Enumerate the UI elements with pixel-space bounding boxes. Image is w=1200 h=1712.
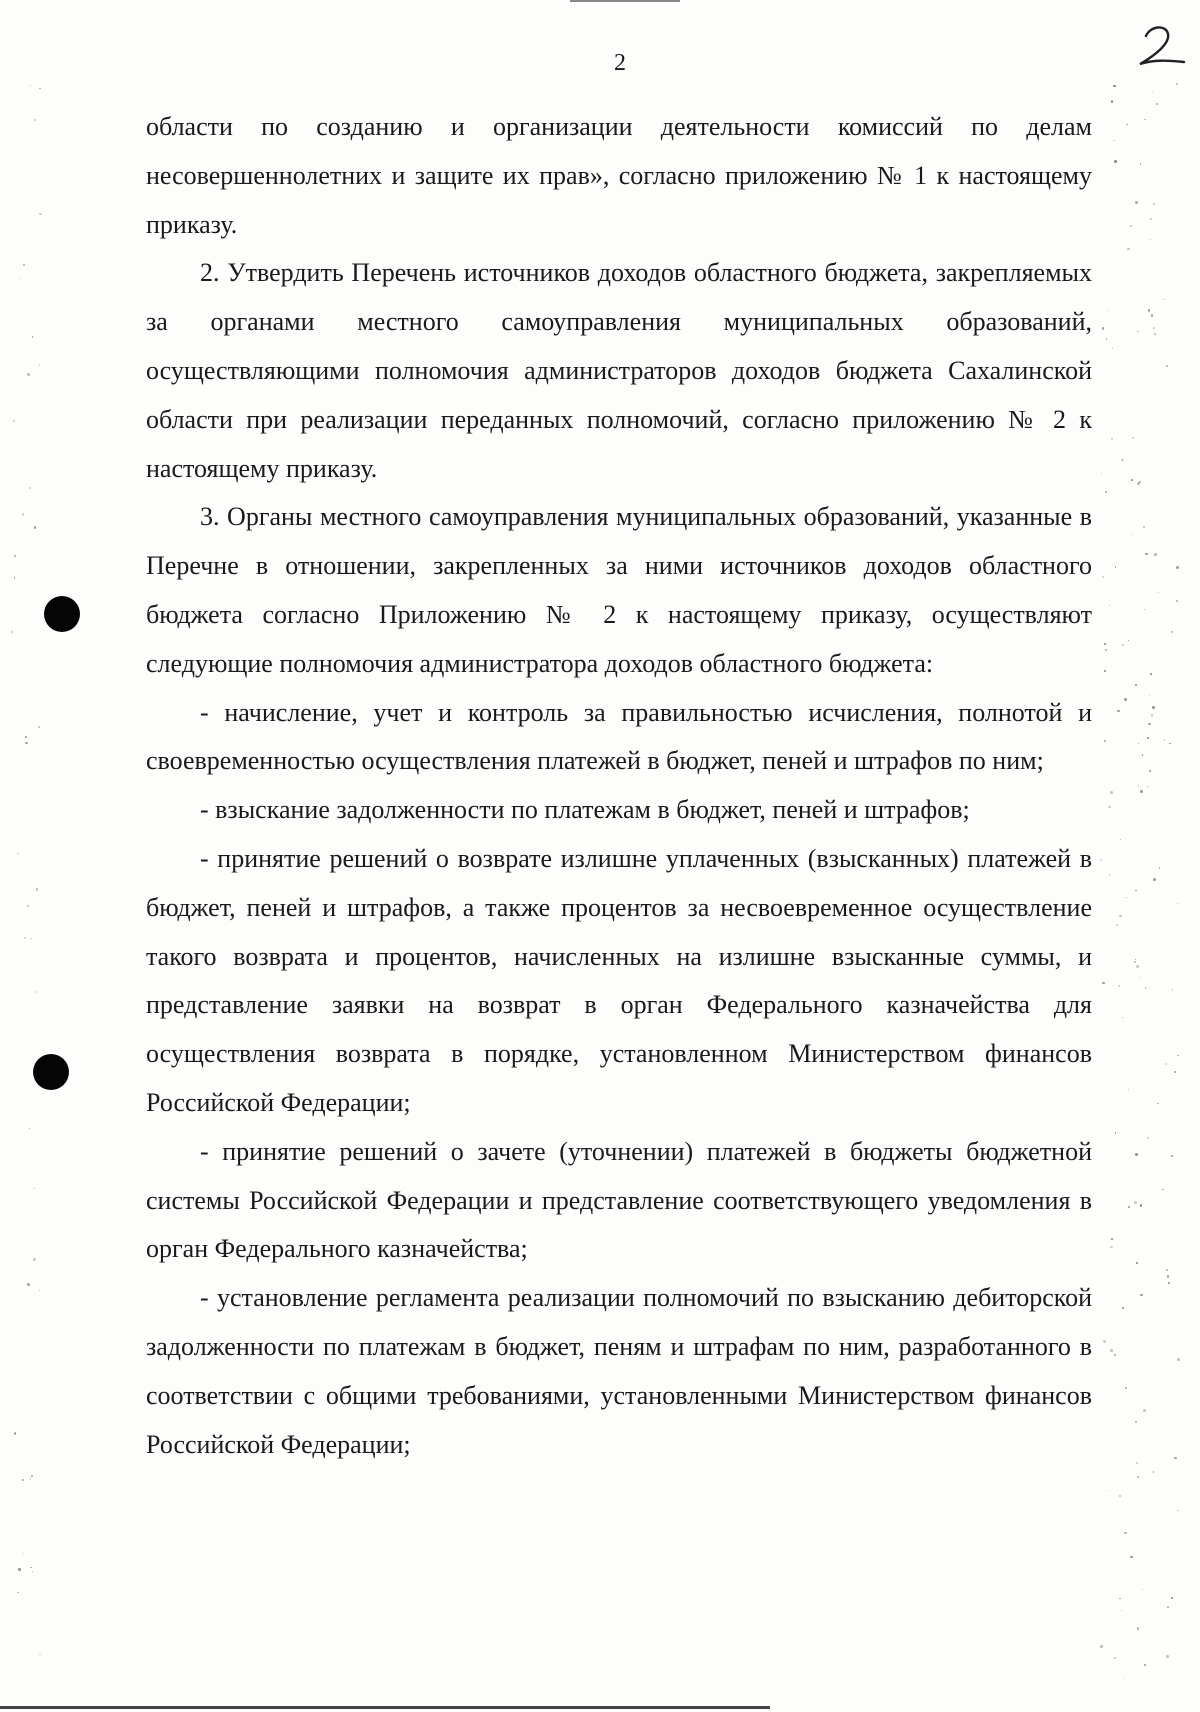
scan-speck <box>1113 140 1114 141</box>
scan-speck <box>1147 786 1148 787</box>
scan-speck <box>1114 1657 1116 1659</box>
scan-speck <box>1153 878 1156 881</box>
scan-speck <box>1102 327 1104 329</box>
scan-speck <box>1131 479 1133 481</box>
scan-speck <box>1144 1664 1146 1666</box>
scan-speck <box>23 264 25 266</box>
scan-speck <box>19 278 20 279</box>
scan-speck <box>1138 743 1139 744</box>
list-item: - принятие решений о возврате излишне уплаченных (взысканных) платежей в бюджет, пеней и штрафов, а также процентов за несвоевременное осуществление такого возврата и процентов, начисленных на излишне взысканные суммы, и представление заявки на возврат в орган Федерального казначейства для осуществления возврата в порядке, установленном Министерством финансов Российской Федерации; <box>146 843 1092 1117</box>
scan-speck <box>1124 698 1127 701</box>
scan-speck <box>1128 1206 1130 1208</box>
scan-speck <box>1101 473 1102 474</box>
scan-speck <box>1153 203 1155 205</box>
scan-speck <box>13 420 16 423</box>
scan-speck <box>17 1592 19 1594</box>
scan-speck <box>1102 982 1104 984</box>
scan-speck <box>1140 790 1143 793</box>
scan-speck <box>27 905 30 908</box>
scan-speck <box>1177 1510 1178 1511</box>
scan-speck <box>1130 225 1132 227</box>
scan-speck <box>1135 959 1136 960</box>
scan-speck <box>1159 867 1160 868</box>
scan-speck <box>1104 670 1106 672</box>
scan-speck <box>1140 163 1142 165</box>
scan-speck <box>1104 643 1106 645</box>
scan-speck <box>23 1553 24 1554</box>
scan-speck <box>1143 526 1145 528</box>
scan-speck <box>27 373 30 376</box>
scan-speck <box>1122 1017 1123 1018</box>
scan-speck <box>1111 438 1113 440</box>
paragraph-item-2: 2. Утвердить Перечень источников доходов областного бюджета, закрепляемых за органами местного самоуправления муниципальных образований, осуществляющими полномочия администраторов доходов бюджета Сахалинской области при реализации переданных полномочий, согласно приложению № 2 к настоящему приказу. <box>146 258 1092 483</box>
page-number: 2 <box>614 50 626 76</box>
scan-speck <box>1152 706 1155 709</box>
scan-speck <box>32 336 33 337</box>
scan-speck <box>1108 806 1111 809</box>
scan-speck <box>1140 1204 1143 1207</box>
scan-speck <box>1126 124 1127 125</box>
paragraph-item-3: 3. Органы местного самоуправления муниципальных образований, указанные в Перечне в отношении, закрепленных за ними источников доходов областного бюджета согласно Приложению № 2 к настоящему приказу, осуществляют следующие полномочия администратора доходов областного бюджета: <box>146 502 1092 678</box>
scan-speck <box>1172 989 1173 990</box>
scan-speck <box>1148 309 1150 311</box>
scan-speck <box>34 119 36 121</box>
scan-speck <box>1153 327 1155 329</box>
scan-speck <box>1147 1137 1149 1139</box>
scan-speck <box>1105 491 1107 493</box>
scan-speck <box>1152 92 1153 93</box>
scan-speck <box>33 1258 35 1260</box>
scan-speck <box>1111 1238 1113 1240</box>
scan-speck <box>1167 1275 1169 1277</box>
scan-speck <box>1129 481 1130 482</box>
scan-speck <box>1154 553 1157 556</box>
scan-speck <box>1122 644 1124 646</box>
scan-speck <box>1115 566 1116 567</box>
scan-speck <box>39 364 40 365</box>
list-item: - начисление, учет и контроль за правильностью исчисления, полнотой и своевременностью осуществления платежей в бюджет, пеней и штрафов по ним; <box>146 697 1092 776</box>
scan-speck <box>1124 1678 1125 1679</box>
scan-speck <box>30 1567 31 1568</box>
scan-speck <box>1171 1597 1173 1599</box>
scan-speck <box>1174 1071 1177 1074</box>
scan-speck <box>1153 1471 1154 1472</box>
scan-speck <box>1164 739 1165 740</box>
scan-speck <box>11 631 13 633</box>
scan-speck <box>1117 710 1119 712</box>
scan-speck <box>1142 1589 1143 1590</box>
scan-speck <box>1119 1495 1121 1497</box>
document-body <box>146 103 1092 1469</box>
scan-speck <box>24 937 26 939</box>
scan-speck <box>1163 299 1164 300</box>
scan-speck <box>1130 1556 1133 1559</box>
scan-speck <box>1136 1462 1138 1464</box>
scan-speck <box>1151 314 1154 317</box>
scan-speck <box>1150 239 1151 240</box>
scan-speck <box>1145 553 1148 556</box>
scan-speck <box>1135 890 1136 891</box>
scan-speck <box>32 1571 33 1572</box>
scan-speck <box>1150 218 1152 220</box>
scan-speck <box>1176 600 1178 602</box>
scan-speck <box>22 1479 24 1481</box>
scan-speck <box>1102 576 1104 578</box>
scan-speck <box>1168 1282 1170 1284</box>
list-item: - принятие решений о зачете (уточнении) платежей в бюджеты бюджетной системы Российской Федерации и представление соответствующего уведомления в орган Федерального казначейства; <box>146 1136 1092 1264</box>
scan-speck <box>18 1568 20 1570</box>
scan-speck <box>1110 1246 1113 1249</box>
scan-speck <box>1135 201 1138 204</box>
scan-speck <box>1118 985 1120 987</box>
scan-speck <box>1166 1655 1169 1658</box>
list-item: - взыскание задолженности по платежам в бюджет, пеней и штрафов; <box>200 795 970 825</box>
scan-speck <box>31 1475 33 1477</box>
scan-speck <box>1171 1155 1173 1157</box>
scan-speck <box>29 487 31 489</box>
scan-speck <box>1176 566 1179 569</box>
bottom-edge-line <box>0 1706 770 1709</box>
scan-speck <box>1176 83 1178 85</box>
scan-speck <box>1127 248 1129 250</box>
scan-speck <box>14 1432 17 1435</box>
scan-speck <box>39 1290 40 1291</box>
scan-speck <box>1134 961 1136 963</box>
scan-speck <box>1132 534 1133 535</box>
scan-speck <box>1142 754 1143 755</box>
scan-speck <box>1139 977 1140 978</box>
scan-speck <box>1125 1387 1127 1389</box>
scan-speck <box>1109 605 1110 606</box>
scan-speck <box>1105 649 1106 650</box>
scan-speck <box>1144 119 1146 121</box>
scan-speck <box>1122 1307 1125 1310</box>
scan-speck <box>1107 310 1108 311</box>
scan-speck <box>1100 859 1102 861</box>
scan-speck <box>1149 770 1151 772</box>
scan-speck <box>1119 915 1121 917</box>
scan-speck <box>34 526 36 528</box>
scan-speck <box>1171 631 1172 632</box>
scan-speck <box>1110 1349 1113 1352</box>
scan-speck <box>30 1478 31 1479</box>
scan-speck <box>1174 1457 1176 1459</box>
paragraph-continuation: области по созданию и организации деятельности комиссий по делам несовершеннолетних и защите их прав», согласно приложению № 1 к настоящему приказу. <box>146 112 1092 239</box>
scan-speck <box>1166 365 1168 367</box>
scan-speck <box>1124 1532 1126 1534</box>
scan-speck <box>1119 1598 1120 1599</box>
scan-speck <box>14 577 16 579</box>
scan-speck <box>27 1283 30 1286</box>
scan-speck <box>1136 965 1139 968</box>
scan-speck <box>30 85 31 86</box>
scan-speck <box>31 938 32 939</box>
scan-speck <box>1144 609 1145 610</box>
scan-speck <box>1177 1055 1179 1057</box>
scan-speck <box>1145 987 1146 988</box>
scan-speck <box>1143 1409 1146 1412</box>
scan-speck <box>1162 1189 1163 1190</box>
scan-speck <box>1132 437 1134 439</box>
scan-speck <box>1109 874 1111 876</box>
scan-speck <box>1154 333 1156 335</box>
scan-speck <box>1106 1490 1107 1491</box>
scan-speck <box>1112 348 1114 350</box>
scan-speck <box>1121 1610 1122 1611</box>
handwritten-page-number <box>1132 20 1190 72</box>
scan-speck <box>1138 785 1140 787</box>
scan-speck <box>22 513 24 515</box>
scan-speck <box>1136 1262 1138 1264</box>
scan-speck <box>1166 1269 1168 1271</box>
scan-speck <box>1167 1606 1169 1608</box>
scan-speck <box>39 88 40 89</box>
scan-speck <box>1115 1132 1116 1133</box>
scan-speck <box>1111 100 1113 102</box>
scan-speck <box>38 726 41 729</box>
scan-speck <box>1135 1153 1138 1156</box>
scan-speck <box>1134 1201 1137 1204</box>
scan-speck <box>1126 897 1127 898</box>
scan-speck <box>1114 160 1117 163</box>
scan-speck <box>1137 1627 1140 1630</box>
scan-speck <box>1110 791 1113 794</box>
scan-speck <box>1157 1103 1159 1105</box>
scan-speck <box>1137 331 1139 333</box>
scan-speck <box>1128 1089 1129 1090</box>
scan-speck <box>1135 1421 1137 1423</box>
scan-speck <box>1100 1645 1102 1647</box>
scan-speck <box>25 736 27 738</box>
scan-speck <box>1158 592 1159 593</box>
scan-speck <box>36 991 38 993</box>
scan-speck <box>1177 903 1178 904</box>
punch-hole-lower <box>33 1054 69 1090</box>
scan-speck <box>1113 85 1116 88</box>
scan-speck <box>1120 839 1121 840</box>
scan-speck <box>1116 924 1118 926</box>
list-item: - установление регламента реализации полномочий по взысканию дебиторской задолженности по платежам в бюджет, пеням и штрафам по ним, разработанного в соответствии с общими требованиями, установленными Министерством финансов Российской Федерации; <box>146 1283 1092 1459</box>
scan-speck <box>36 888 39 891</box>
scan-speck <box>1137 1476 1139 1478</box>
scan-speck <box>1150 673 1152 675</box>
scan-speck <box>1106 338 1107 339</box>
punch-hole-upper <box>44 596 80 632</box>
scan-speck <box>1128 640 1129 641</box>
scan-speck <box>1135 684 1137 686</box>
scan-speck <box>1151 714 1154 717</box>
scan-speck <box>1137 482 1140 485</box>
scan-speck <box>34 1188 35 1189</box>
scan-speck <box>1121 459 1123 461</box>
scan-speck <box>1140 1294 1142 1296</box>
scan-speck <box>1147 737 1149 739</box>
scan-speck <box>39 1654 41 1656</box>
scan-speck <box>1103 1340 1106 1343</box>
scan-speck <box>1169 743 1171 745</box>
scan-speck <box>1156 103 1157 104</box>
scan-speck <box>1114 1354 1116 1356</box>
scan-speck <box>1149 695 1150 696</box>
scan-speck <box>39 213 42 216</box>
top-edge-line <box>570 0 680 2</box>
scan-speck <box>1148 723 1151 726</box>
scan-speck <box>29 1128 30 1129</box>
scan-speck <box>1104 740 1106 742</box>
scan-speck <box>1177 1358 1180 1361</box>
scan-speck <box>1165 1063 1167 1065</box>
scan-speck <box>17 853 18 854</box>
scan-speck <box>25 742 28 745</box>
scan-speck <box>14 555 16 557</box>
